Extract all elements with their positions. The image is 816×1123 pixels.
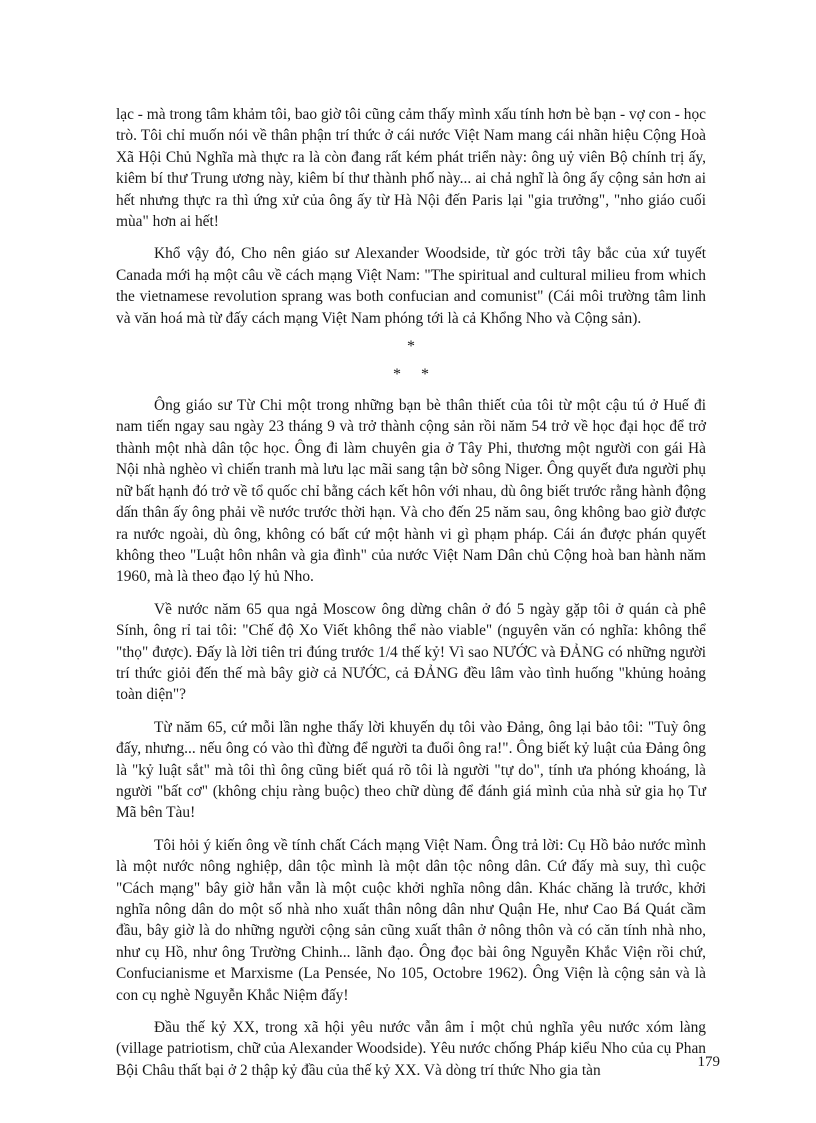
body-text bbox=[116, 104, 706, 1081]
paragraph-3: Ông giáo sư Từ Chi một trong những bạn bè thân thiết của tôi từ một cậu tú ở Huế đi nam tiến ngay sau ngày 23 tháng 9 và trở thành cộng sản rồi năm 54 trở về học đại học để trở thành một nhà dân tộc học. Ông đi làm chuyên gia ở Tây Phi, thương một người con gái Hà Nội nhà nghèo vì chiến tranh mà lưu lạc mãi sang tận bờ sông Niger. Ông quyết đưa người phụ nữ bất hạnh đó trở về tổ quốc chỉ bằng cách kết hôn với nhau, dù ông biết trước rằng hành động dấn thân ấy ông phải về nước trước thời hạn. Và cho đến 25 năm sau, ông không bao giờ được ra nước ngoài, dù ông, không có bất cứ một hành vi gì phạm pháp. Cái án được phán quyết không theo "Luật hôn nhân và gia đình" của nước Việt Nam Dân chủ Cộng hoà ban hành năm 1960, mà là theo đạo lý hủ Nho. bbox=[116, 397, 706, 586]
paragraph-4: Về nước năm 65 qua ngả Moscow ông dừng chân ở đó 5 ngày gặp tôi ở quán cà phê Sính, ông rỉ tai tôi: "Chế độ Xo Viết không thể nào viable" (nguyên văn có nghĩa: không thể "thọ" được). Đấy là lời tiên tri đúng trước 1/4 thế kỷ! Vì sao NƯỚC và ĐẢNG có những người trí thức giỏi đến thế mà bây giờ cả NƯỚC, cả ĐẢNG đều lâm vào tình huống "khủng hoảng toàn diện"? bbox=[116, 600, 706, 704]
paragraph-1: lạc - mà trong tâm khảm tôi, bao giờ tôi cũng cảm thấy mình xấu tính hơn bè bạn - vợ con - học trò. Tôi chỉ muốn nói về thân phận trí thức ở cái nước Việt Nam mang cái nhãn hiệu Cộng Hoà Xã Hội Chủ Nghĩa mà thực ra là còn đang rất kém phát triển này: ông uỷ viên Bộ chính trị ấy, kiêm bí thư Trung ương này, kiêm bí thư thành phố này... ai chả nghĩ là ông ấy cộng sản hơn ai hết nhưng thực ra thì ứng xử của ông ấy từ Hà Nội đến Paris lại "gia trưởng", "nho giáo cuối mùa" hơn ai hết! bbox=[116, 106, 706, 231]
paragraph-7: Đầu thế kỷ XX, trong xã hội yêu nước vẫn âm ỉ một chủ nghĩa yêu nước xóm làng (village patriotism, chữ của Alexander Woodside). Yêu nước chống Pháp kiểu Nho của cụ Phan Bội Châu thất bại ở 2 thập kỷ đầu của thế kỷ XX. Và dòng trí thức Nho gia tàn bbox=[116, 1019, 706, 1079]
section-break-top: * bbox=[407, 338, 415, 356]
paragraph-5: Từ năm 65, cứ mỗi lần nghe thấy lời khuyến dụ tôi vào Đảng, ông lại bảo tôi: "Tuỳ ông đấy, nhưng... nếu ông có vào thì đừng để người ta đuổi ông ra!". Ông biết kỷ luật của Đảng ông là "kỷ luật sắt" mà tôi thì ông cũng biết quá rõ tôi là người "tự do", tính ưa phóng khoáng, là người "bất cơ" (không chịu ràng buộc) theo chữ dùng để đánh giá mình của nhà sử gia họ Tư Mã bên Tàu! bbox=[116, 718, 706, 822]
section-break bbox=[116, 333, 706, 389]
section-break-bottom: * * bbox=[393, 366, 429, 384]
page-number: 179 bbox=[697, 1054, 720, 1070]
paragraph-6: Tôi hỏi ý kiến ông về tính chất Cách mạng Việt Nam. Ông trả lời: Cụ Hồ bảo nước mình là một nước nông nghiệp, dân tộc mình là một dân tộc nông dân. Cứ đấy mà suy, thì cuộc "Cách mạng" bây giờ hẳn vẫn là một cuộc khởi nghĩa nông dân. Khác chăng là trước, khởi nghĩa nông dân do một số nhà nho xuất thân nông dân như Quận He, như Cao Bá Quát cầm đầu, bây giờ là do những người cộng sản cũng xuất thân ở nông thôn và có căn tính nhà nho, như cụ Hồ, như ông Trường Chinh... lãnh đạo. Ông đọc bài ông Nguyễn Khắc Viện rồi chứ, Confucianisme et Marxisme (La Pensée, No 105, Octobre 1962). Ông Viện là cộng sản và là con cụ nghè Nguyễn Khắc Niệm đấy! bbox=[116, 836, 706, 1004]
paragraph-2: Khổ vậy đó, Cho nên giáo sư Alexander Woodside, từ góc trời tây bắc của xứ tuyết Canada mới hạ một câu về cách mạng Việt Nam: "The spiritual and cultural milieu from which the vietnamese revolution sprang was both confucian and comunist" (Cái môi trường tâm linh và văn hoá mà từ đấy cách mạng Việt Nam phóng tới là cả Khổng Nho và Cộng sản). bbox=[116, 245, 706, 327]
